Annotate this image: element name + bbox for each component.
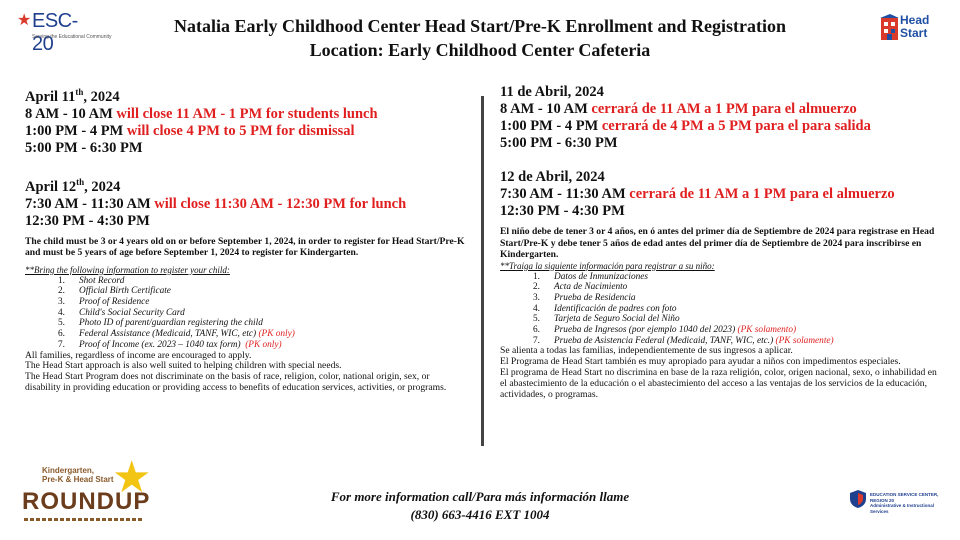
list-item: 5. Tarjeta de Seguro Social del Niño [533, 314, 680, 325]
head-start-logo [880, 12, 942, 44]
spanish-day2-slot2: 12:30 PM - 4:30 PM [500, 203, 625, 219]
english-column [25, 84, 465, 394]
english-eligibility: The child must be 3 or 4 years old on or before September 1, 2024, in order to register for Head Start/Pre-K and must be 5 years of age before September 1, 2024 to register for Kindergarten. [25, 235, 465, 259]
english-day2-slot1: 7:30 AM - 11:30 AM will close 11:30 AM - 12:30 PM for lunch [25, 195, 407, 212]
spanish-day2-date: 12 de Abril, 2024 [500, 169, 605, 185]
english-document-list [25, 276, 465, 351]
page-title [110, 14, 850, 62]
english-day2-date: April 12th, 2024 [25, 176, 121, 195]
list-item: 7. Proof of Income (ex. 2023 – 1040 tax form) (PK only) [58, 339, 282, 350]
spanish-bring-heading: **Traiga la siguiente información para registrar a su niño: [500, 260, 715, 271]
footer-line-1: For more information call/Para más información llame [330, 489, 630, 504]
esc-logo-text: ESC-20 [32, 10, 78, 55]
english-day2-slot2: 12:30 PM - 4:30 PM [25, 212, 150, 229]
title-line-2: Location: Early Childhood Center Cafeteria [309, 40, 651, 60]
english-para-3: The Head Start Program does not discriminate on the basis of race, religion, color, national origin, sex, or disability in providing education or providing access to benefits of education services, activities, or programs. [25, 371, 447, 393]
list-item: 7. Prueba de Asistencia Federal (Medicaid, TANF, WIC, etc.) (PK solamente) [533, 335, 834, 346]
spanish-para-2: El Programa de Head Start también es muy apropiado para ayudar a niños con impedimentos especiales. [500, 356, 901, 368]
spanish-day1-slot2: 1:00 PM - 4 PM cerrará de 4 PM a 5 PM para el para salida [500, 118, 871, 134]
administrative-services-text: EDUCATION SERVICE CENTER, REGION 20 Administrative & Instructional Services [870, 492, 939, 514]
texas-star-icon: ★ [17, 12, 32, 29]
roundup-title: ROUNDUP [22, 488, 151, 515]
esc-20-logo [14, 10, 112, 55]
rope-decoration [24, 518, 144, 521]
spanish-day1-slot1: 8 AM - 10 AM cerrará de 11 AM a 1 PM para el almuerzo [500, 101, 857, 117]
spanish-column [500, 84, 940, 400]
head-start-building-icon [880, 14, 900, 42]
english-schedule [25, 84, 465, 230]
spanish-day2-slot1: 7:30 AM - 11:30 AM cerrará de 11 AM a 1 PM para el almuerzo [500, 186, 895, 202]
list-item: 2. Acta de Nacimiento [533, 282, 628, 293]
english-day1-slot1: 8 AM - 10 AM will close 11 AM - 1 PM for students lunch [25, 105, 378, 122]
list-item: 5. Photo ID of parent/guardian registering the child [58, 318, 263, 329]
english-paragraphs [25, 351, 465, 394]
head-start-logo-text: Head Start [900, 13, 930, 40]
contact-footer [240, 488, 720, 524]
english-para-1: All families, regardless of income are encouraged to apply. [25, 349, 252, 361]
footer-phone: (830) 663-4416 EXT 1004 [410, 507, 550, 522]
list-item: 6. Prueba de Ingresos (por ejemplo 1040 del 2023) (PK solamento) [533, 325, 797, 336]
english-day1-slot2: 1:00 PM - 4 PM will close 4 PM to 5 PM for dismissal [25, 122, 355, 139]
esc-logo-tagline: Serving the Educational Community [32, 34, 112, 40]
spanish-eligibility: El niño debe de tener 3 or 4 años, en ó antes del primer día de Septiembre de 2024 para registrase en Head Start/Pre-K y debe tener 5 años de edad antes del primer día de Septiembre de 2024 para inscribirse en Kindergarten. [500, 226, 935, 260]
english-day1-slot3: 5:00 PM - 6:30 PM [25, 139, 143, 156]
roundup-subtitle: Kindergarten, Pre-K & Head Start [42, 466, 114, 484]
title-line-1: Natalia Early Childhood Center Head Start/Pre-K Enrollment and Registration [174, 16, 786, 36]
spanish-day1-slot3: 5:00 PM - 6:30 PM [500, 135, 618, 151]
column-divider [481, 96, 484, 446]
administrative-services-logo [850, 488, 946, 512]
spanish-paragraphs [500, 346, 940, 400]
list-item: 4. Identificación de padres con foto [533, 303, 677, 314]
list-item: 1. Shot Record [58, 275, 125, 286]
list-item: 3. Prueba de Residencia [533, 292, 636, 303]
spanish-day1-date: 11 de Abril, 2024 [500, 84, 604, 100]
english-para-2: The Head Start approach is also well suited to helping children with special needs. [25, 360, 342, 372]
list-item: 1. Datos de Inmunizaciones [533, 271, 648, 282]
spanish-para-1: Se alienta a todas las familias, independientemente de sus ingresos a aplicar. [500, 345, 793, 357]
list-item: 6. Federal Assistance (Medicaid, TANF, WIC, etc) (PK only) [58, 329, 295, 340]
shield-icon [850, 490, 866, 508]
spanish-schedule [500, 84, 940, 220]
english-day1-date: April 11th, 2024 [25, 87, 120, 105]
list-item: 2. Official Birth Certificate [58, 286, 171, 297]
spanish-para-3: El programa de Head Start no discrimina en base de la raza religión, color, origen nacional, sexo, o inhabilidad en el abastecimiento de la educación o el abastecimiento del acceso a las ventajas de los servicios de la educación, actividades, o programas. [500, 367, 937, 400]
list-item: 4. Child's Social Security Card [58, 307, 185, 318]
english-bring-heading: **Bring the following information to register your child: [25, 264, 230, 275]
roundup-logo [20, 453, 160, 530]
star-icon: ★ [112, 453, 152, 502]
spanish-document-list [500, 272, 940, 347]
list-item: 3. Proof of Residence [58, 297, 150, 308]
